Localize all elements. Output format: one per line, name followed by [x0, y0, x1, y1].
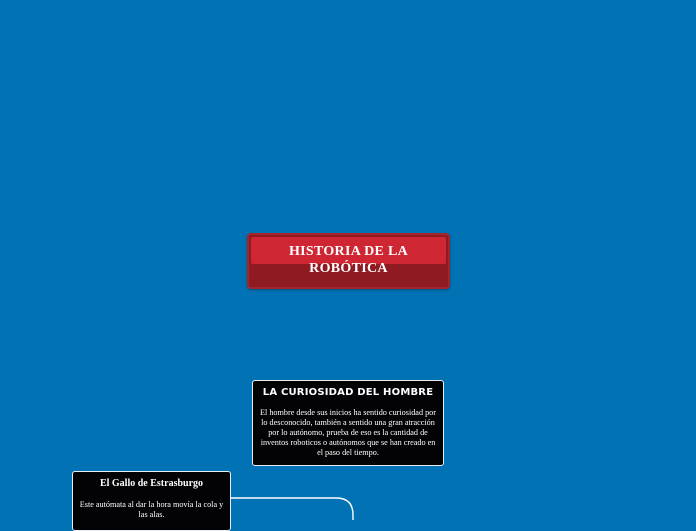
central-topic[interactable]	[247, 233, 450, 289]
central-topic-title: HISTORIA DE LA ROBÓTICA	[288, 244, 409, 276]
connector-gallo	[231, 498, 353, 520]
topic-title: El Gallo de Estrasburgo	[99, 478, 204, 489]
topic-description: Este autómata al dar la hora movía la cola y las alas.	[79, 500, 224, 519]
topic-la-curiosidad-del-hombre[interactable]	[252, 380, 444, 466]
topic-title: LA CURIOSIDAD DEL HOMBRE	[262, 387, 434, 398]
topic-description: El hombre desde sus inicios ha sentido curiosidad por lo desconocido, también a sentido una gran atracción por lo autónomo, prueba de eso es la cantidad de inventos roboticos o autónomos que se han creado en el paso del tiempo.	[260, 408, 436, 457]
topic-el-gallo-de-estrasburgo[interactable]	[72, 471, 231, 531]
